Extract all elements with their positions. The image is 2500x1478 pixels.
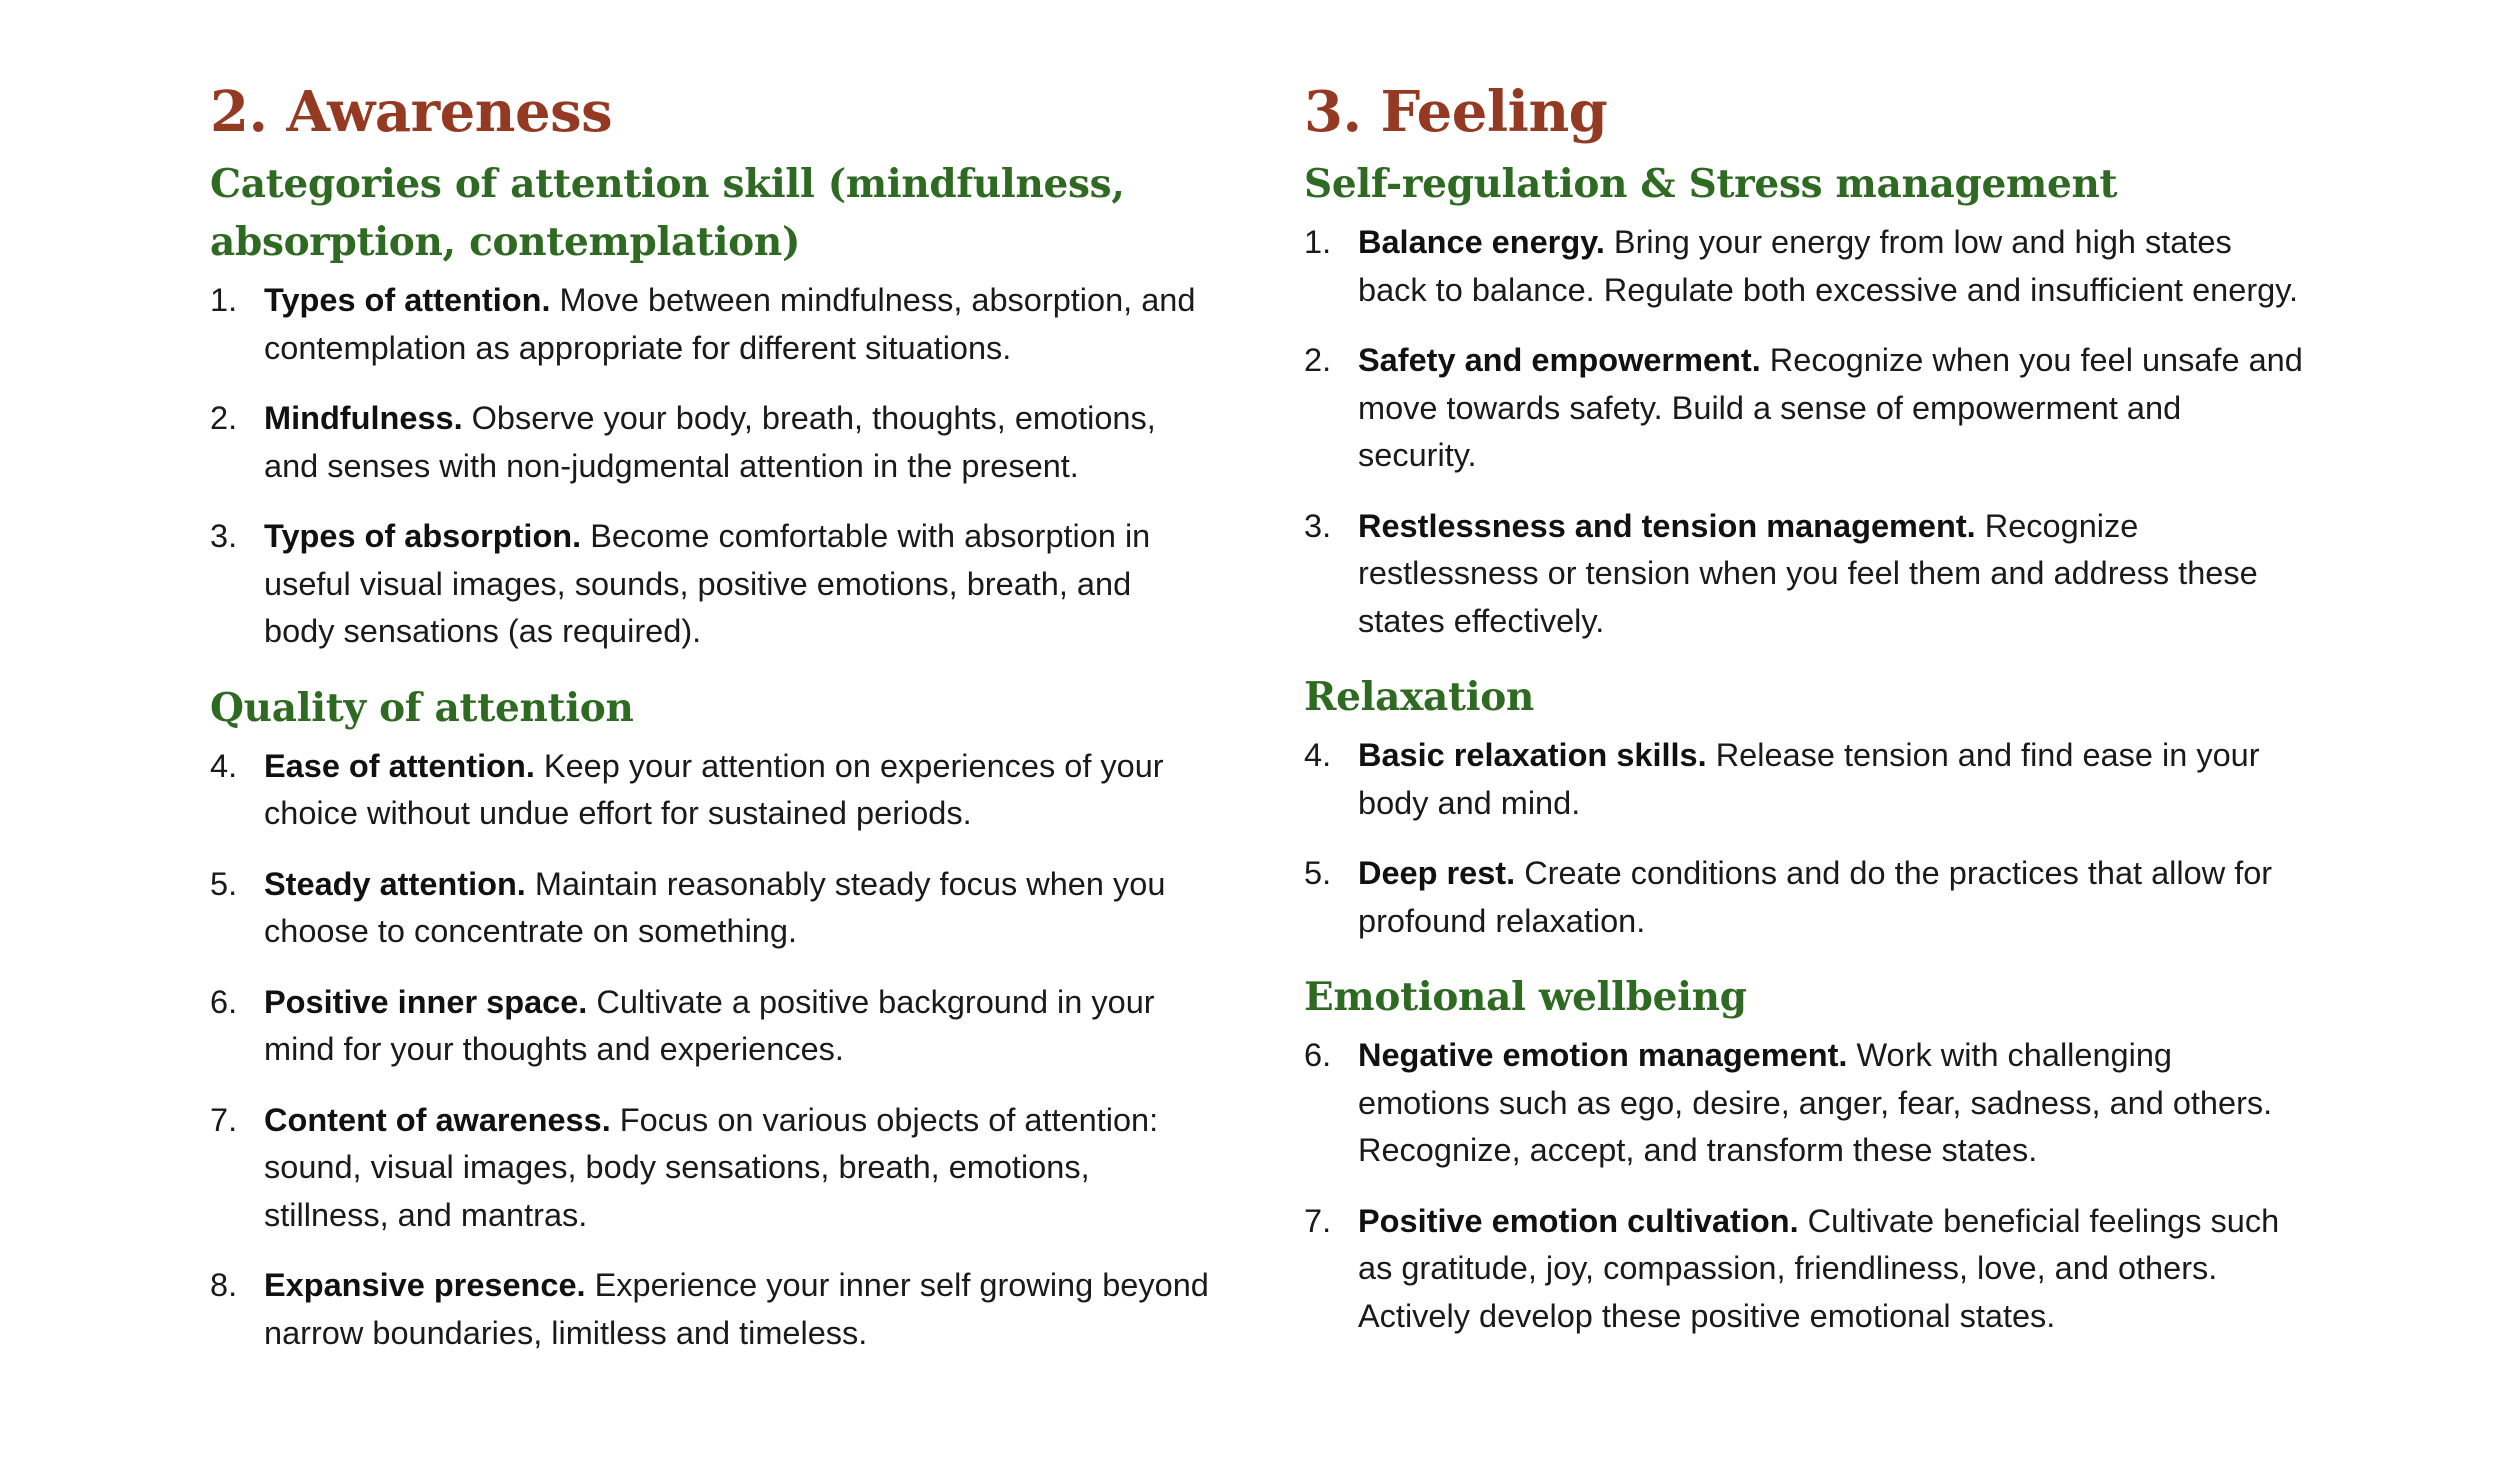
item-lead: Content of awareness. (264, 1101, 620, 1138)
emotional-wellbeing-heading: Emotional wellbeing (1304, 974, 1747, 1020)
item-lead: Restlessness and tension management. (1358, 507, 1985, 544)
item-number: 7. (1304, 1202, 1332, 1239)
item-lead: Positive inner space. (264, 983, 597, 1020)
list-item (1304, 732, 2304, 827)
item-lead: Negative emotion management. (1358, 1037, 1857, 1073)
item-number: 1. (1304, 224, 1332, 260)
item-number: 4. (1304, 737, 1332, 773)
item-text: Bring your energy from low and high states back to balance. Regulate both excessive and insufficient energy. (1358, 224, 2299, 308)
self-regulation-heading: Self-regulation & Stress management (1304, 161, 2118, 207)
item-lead: Balance energy. (1358, 224, 1614, 260)
emotional-wellbeing-list (1304, 1032, 2304, 1340)
list-item (210, 861, 1210, 956)
item-number: 5. (1304, 855, 1332, 891)
quality-of-attention-list (210, 743, 1210, 1358)
item-number: 2. (1304, 342, 1332, 378)
item-number: 3. (1304, 507, 1332, 544)
list-item (1304, 850, 2304, 945)
self-regulation-list (1304, 219, 2304, 645)
list-item (1304, 1032, 2304, 1175)
feeling-title: 3. Feeling (1304, 79, 1608, 145)
item-text: Create conditions and do the practices that allow for profound relaxation. (1358, 855, 2273, 939)
item-lead: Basic relaxation skills. (1358, 737, 1716, 773)
quality-of-attention-heading: Quality of attention (210, 684, 634, 731)
item-number: 2. (210, 400, 238, 436)
item-number: 6. (1304, 1037, 1332, 1073)
item-lead: Deep rest. (1358, 855, 1525, 891)
item-text: Focus on various objects of attention: sound, visual images, body sensations, breath, emotions, stillness, and mantras. (264, 1101, 1159, 1233)
item-text: Maintain reasonably steady focus when you choose to concentrate on something. (264, 865, 1166, 949)
item-text: Recognize restlessness or tension when you feel them and address these states effectively. (1358, 507, 2258, 639)
list-item (210, 979, 1210, 1074)
awareness-column (210, 75, 1210, 1380)
item-text: Move between mindfulness, absorption, and contemplation as appropriate for different situations. (264, 282, 1196, 366)
list-item (1304, 219, 2304, 314)
item-number: 3. (210, 518, 238, 554)
item-lead: Safety and empowerment. (1358, 342, 1770, 378)
list-item (210, 277, 1210, 372)
list-item (1304, 503, 2304, 646)
item-text: Work with challenging emotions such as ego, desire, anger, fear, sadness, and others. Recognize, accept, and transform these states. (1358, 1037, 2273, 1168)
feeling-column (1304, 75, 2304, 1363)
item-text: Cultivate beneficial feelings such as gratitude, joy, compassion, friendliness, love, and others. Actively develop these positive emotional states. (1358, 1202, 2280, 1334)
item-lead: Mindfulness. (264, 400, 472, 436)
item-text: Cultivate a positive background in your mind for your thoughts and experiences. (264, 983, 1155, 1067)
attention-categories-heading: Categories of attention skill (mindfulness, absorption, contemplation) (210, 161, 1125, 265)
item-number: 1. (210, 282, 238, 318)
item-number: 5. (210, 865, 238, 902)
item-lead: Steady attention. (264, 865, 535, 902)
awareness-title: 2. Awareness (210, 79, 613, 145)
item-lead: Types of attention. (264, 282, 560, 318)
list-item (210, 1262, 1210, 1357)
list-item (210, 513, 1210, 656)
attention-categories-list (210, 277, 1210, 656)
item-text: Recognize when you feel unsafe and move towards safety. Build a sense of empowerment and security. (1358, 342, 2303, 473)
list-item (1304, 1198, 2304, 1341)
item-number: 6. (210, 983, 238, 1020)
relaxation-list (1304, 732, 2304, 945)
item-text: Release tension and find ease in your body and mind. (1358, 737, 2260, 821)
list-item (210, 395, 1210, 490)
item-text: Experience your inner self growing beyond narrow boundaries, limitless and timeless. (264, 1267, 1209, 1351)
list-item (210, 1097, 1210, 1240)
item-lead: Positive emotion cultivation. (1358, 1202, 1808, 1239)
relaxation-heading: Relaxation (1304, 674, 1535, 720)
item-lead: Expansive presence. (264, 1267, 595, 1303)
item-lead: Ease of attention. (264, 747, 544, 784)
list-item (1304, 337, 2304, 480)
item-text: Keep your attention on experiences of your choice without undue effort for sustained periods. (264, 747, 1164, 831)
list-item (210, 743, 1210, 838)
item-number: 4. (210, 747, 238, 784)
item-lead: Types of absorption. (264, 518, 591, 554)
item-text: Observe your body, breath, thoughts, emotions, and senses with non-judgmental attention in the present. (264, 400, 1156, 484)
item-number: 7. (210, 1101, 238, 1138)
item-text: Become comfortable with absorption in useful visual images, sounds, positive emotions, breath, and body sensations (as required). (264, 518, 1151, 649)
item-number: 8. (210, 1267, 238, 1303)
